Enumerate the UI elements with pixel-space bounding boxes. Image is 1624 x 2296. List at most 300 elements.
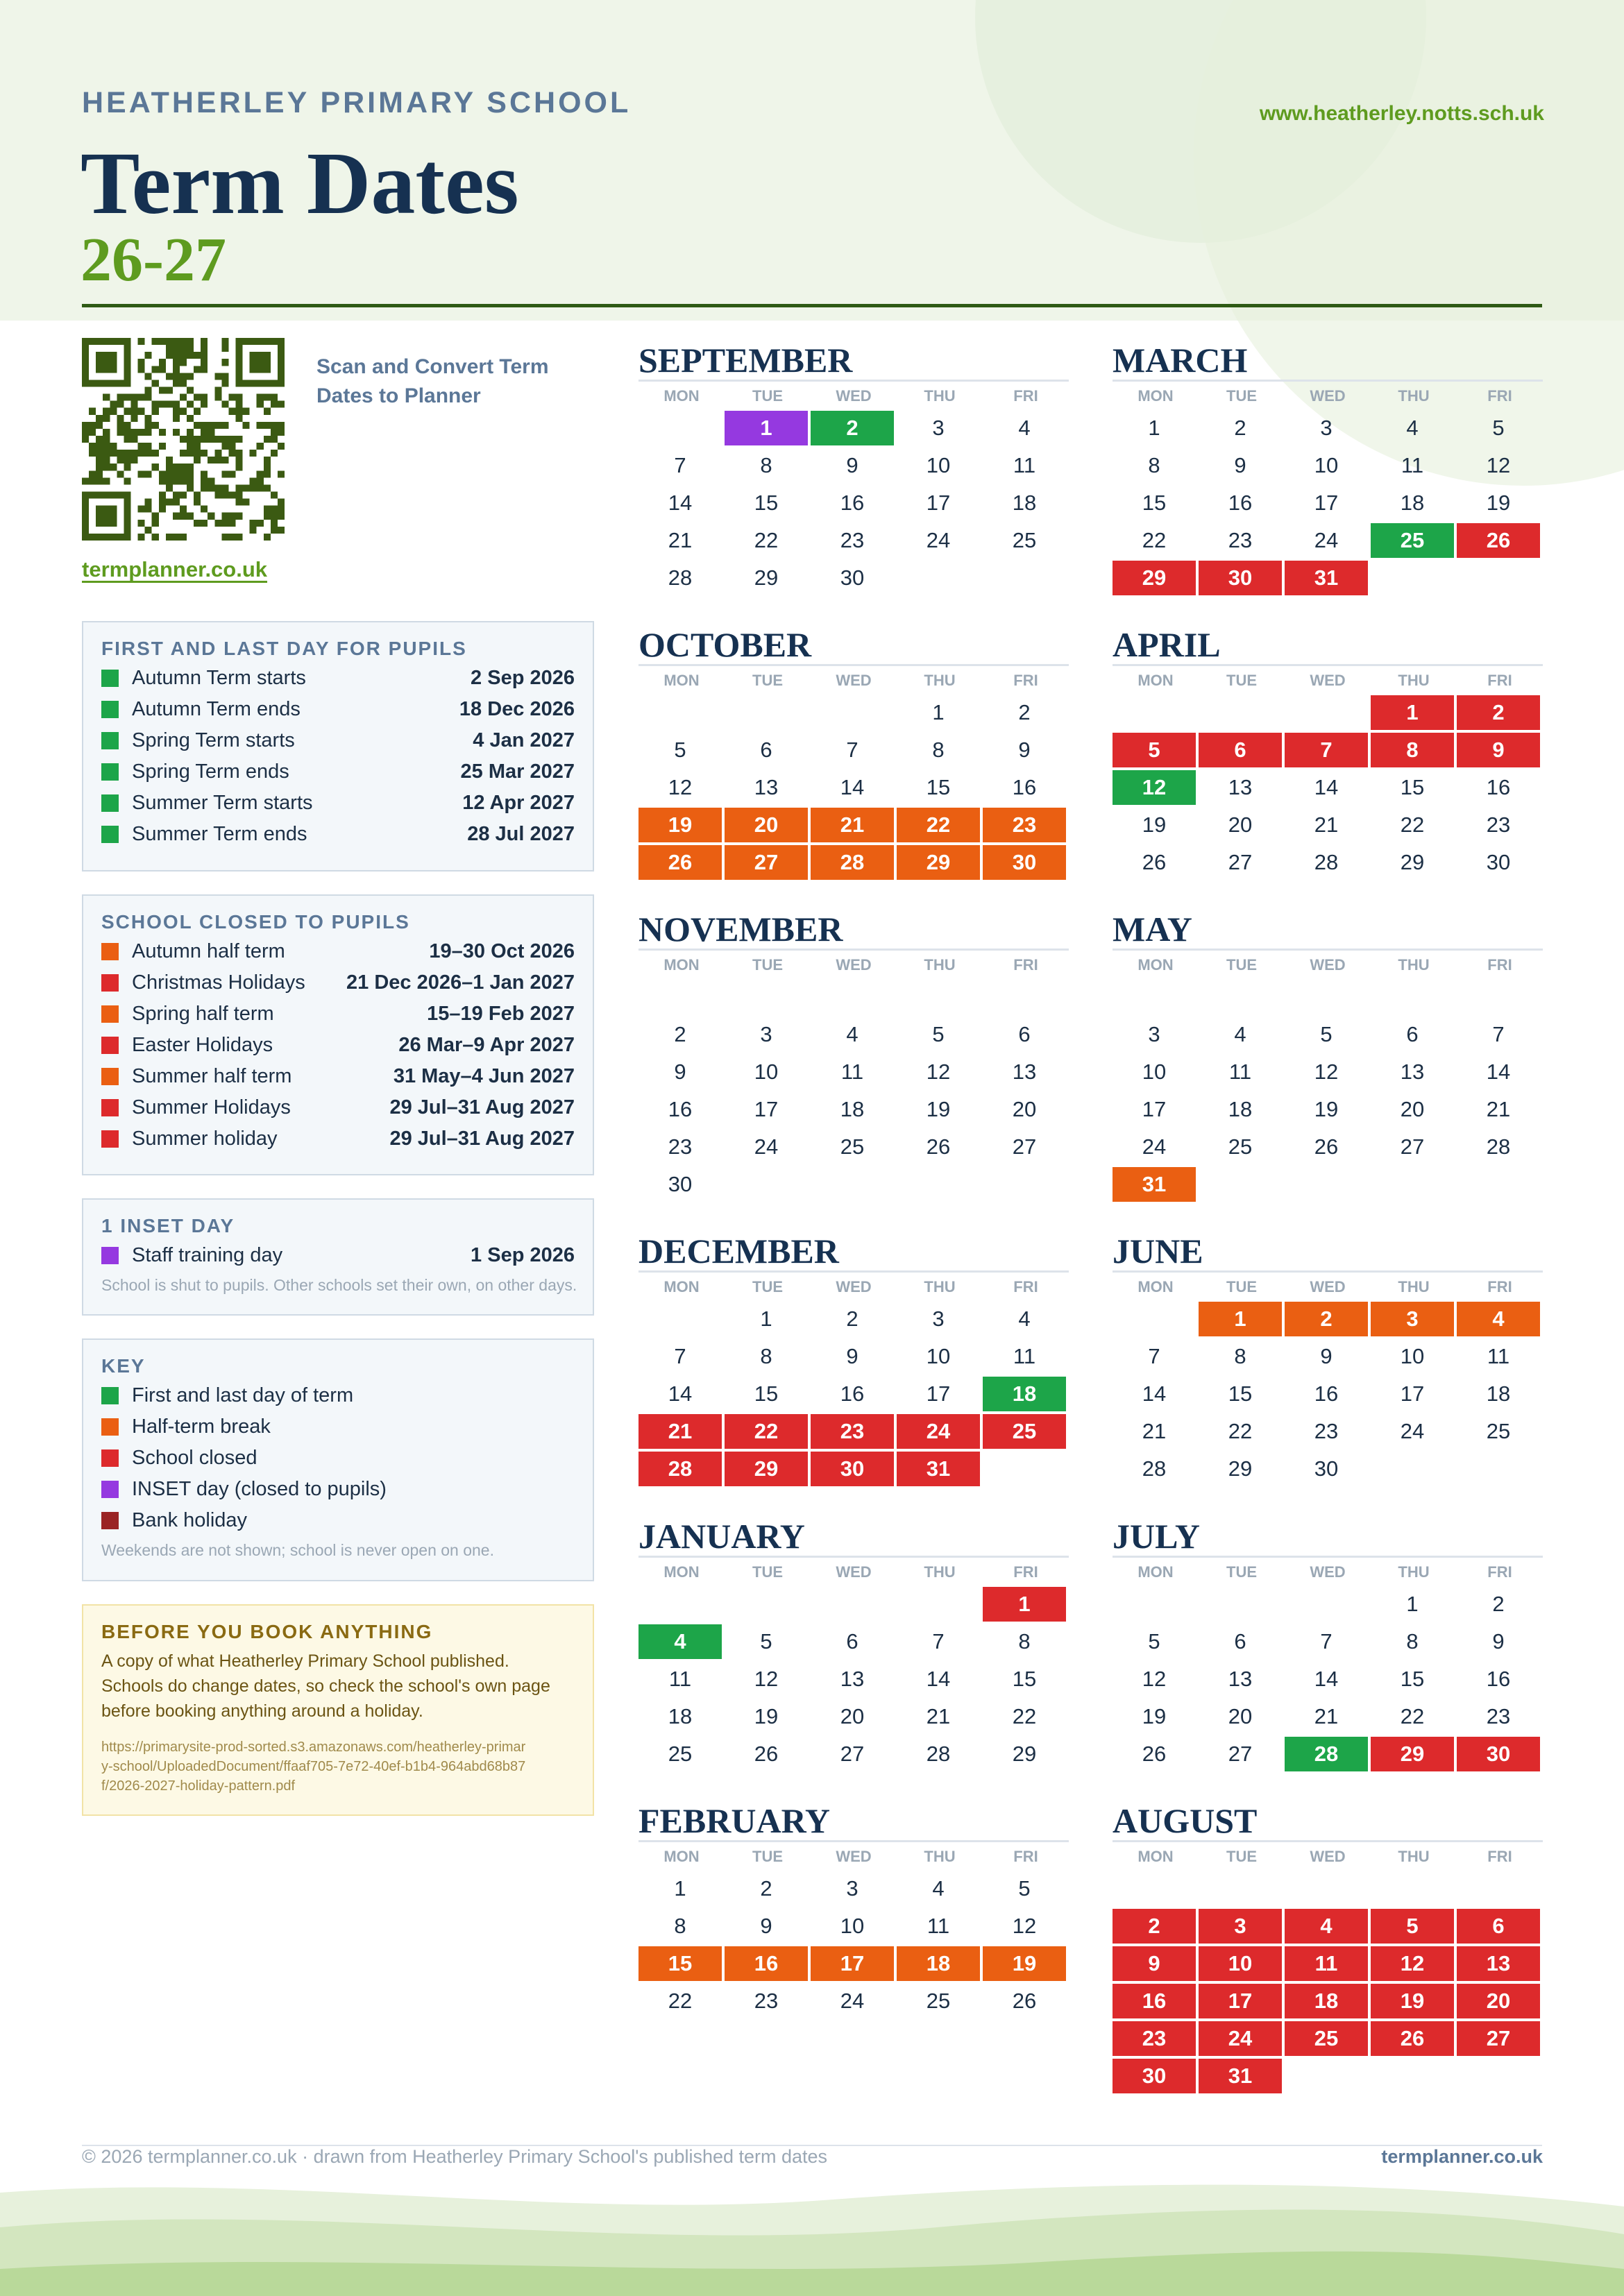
day-cell[interactable]: 28	[668, 566, 693, 590]
day-cell[interactable]: 7	[674, 1344, 686, 1368]
day-cell[interactable]: 12	[1371, 1946, 1454, 1981]
day-cell[interactable]: 3	[1320, 416, 1333, 440]
day-cell[interactable]: 10	[926, 1344, 951, 1368]
day-cell[interactable]: 7	[1492, 1022, 1505, 1046]
day-cell[interactable]: 15	[638, 1946, 722, 1981]
day-cell[interactable]: 13	[1400, 1060, 1425, 1084]
day-cell[interactable]: 14	[1314, 1667, 1339, 1691]
day-cell[interactable]: 7	[1320, 1629, 1333, 1653]
weekday-label: WED	[1310, 1563, 1346, 1581]
day-cell[interactable]: 23	[1113, 2021, 1196, 2056]
day-cell[interactable]: 1	[983, 1587, 1066, 1622]
legend-row	[101, 725, 575, 756]
day-cell[interactable]: 24	[1199, 2021, 1282, 2056]
day-cell[interactable]: 4	[1018, 1307, 1031, 1331]
day-cell[interactable]: 19	[754, 1704, 779, 1728]
day-cell[interactable]: 7	[932, 1629, 945, 1653]
weekday-label: MON	[1137, 1848, 1174, 1865]
day-cell[interactable]: 15	[1012, 1667, 1037, 1691]
day-cell[interactable]: 13	[1457, 1946, 1540, 1981]
day-cell[interactable]: 11	[840, 1060, 864, 1084]
day-cell[interactable]: 14	[668, 491, 693, 515]
day-cell[interactable]: 12	[1142, 1667, 1167, 1691]
day-cell[interactable]: 2	[760, 1876, 772, 1900]
day-cell[interactable]: 12	[1113, 770, 1196, 805]
day-cell[interactable]: 11	[1285, 1946, 1368, 1981]
day-cell[interactable]: 11	[1228, 1060, 1252, 1084]
row-label: Spring half term	[132, 1003, 274, 1025]
day-cell[interactable]: 2	[1492, 1592, 1505, 1616]
day-cell[interactable]: 21	[1314, 813, 1339, 837]
day-cell[interactable]: 1	[1406, 1592, 1419, 1616]
day-cell[interactable]: 23	[754, 1989, 779, 2013]
day-cell[interactable]: 9	[1457, 733, 1540, 767]
day-cell[interactable]: 20	[1228, 1704, 1253, 1728]
color-swatch-icon	[101, 1481, 119, 1498]
day-cell[interactable]: 15	[1400, 775, 1425, 799]
day-cell[interactable]: 31	[897, 1452, 980, 1486]
day-cell[interactable]: 5	[1320, 1022, 1333, 1046]
day-cell[interactable]: 5	[1018, 1876, 1031, 1900]
day-cell[interactable]: 22	[1400, 813, 1425, 837]
day-cell[interactable]: 17	[1314, 491, 1339, 515]
color-swatch-icon	[101, 1387, 119, 1404]
day-grid	[638, 1871, 1069, 2018]
day-cell[interactable]: 12	[1314, 1060, 1339, 1084]
empty-cell	[1285, 980, 1368, 1014]
day-cell[interactable]: 10	[1199, 1946, 1282, 1981]
day-cell[interactable]: 27	[1400, 1134, 1425, 1159]
day-cell[interactable]: 16	[1012, 775, 1037, 799]
day-cell[interactable]: 4	[638, 1624, 722, 1659]
day-cell[interactable]: 14	[840, 775, 865, 799]
day-cell[interactable]: 25	[1012, 528, 1037, 552]
day-cell[interactable]: 26	[1142, 850, 1167, 874]
day-cell[interactable]: 19	[638, 808, 722, 842]
day-cell[interactable]: 3	[760, 1022, 772, 1046]
day-cell[interactable]: 14	[1314, 775, 1339, 799]
day-cell[interactable]: 16	[725, 1946, 808, 1981]
day-cell[interactable]: 3	[1371, 1302, 1454, 1336]
day-cell[interactable]: 16	[1314, 1381, 1339, 1406]
day-cell[interactable]: 19	[1142, 1704, 1167, 1728]
day-cell[interactable]: 24	[926, 528, 951, 552]
day-cell[interactable]: 30	[983, 845, 1066, 880]
header-divider	[82, 304, 1542, 307]
day-cell[interactable]: 8	[1406, 1629, 1419, 1653]
day-cell[interactable]: 27	[840, 1742, 865, 1766]
day-cell[interactable]: 24	[897, 1414, 980, 1449]
row-label: Summer holiday	[132, 1128, 278, 1150]
day-cell[interactable]: 17	[926, 491, 951, 515]
day-cell[interactable]: 2	[1457, 695, 1540, 730]
day-cell[interactable]: 1	[725, 411, 808, 445]
day-cell[interactable]: 30	[811, 1452, 894, 1486]
day-cell[interactable]: 31	[1199, 2059, 1282, 2093]
day-cell[interactable]: 8	[1234, 1344, 1246, 1368]
day-cell[interactable]: 14	[1486, 1060, 1511, 1084]
day-cell[interactable]: 24	[840, 1989, 865, 2013]
day-cell[interactable]: 6	[1199, 733, 1282, 767]
day-cell[interactable]: 29	[1400, 850, 1425, 874]
day-cell[interactable]: 15	[754, 1381, 779, 1406]
day-cell[interactable]: 8	[1371, 733, 1454, 767]
legend-row	[101, 1123, 575, 1155]
day-cell[interactable]: 14	[668, 1381, 693, 1406]
month-july	[1113, 1517, 1543, 1771]
day-cell[interactable]: 14	[1142, 1381, 1167, 1406]
day-cell[interactable]: 21	[668, 528, 693, 552]
day-cell[interactable]: 3	[1199, 1909, 1282, 1944]
day-cell[interactable]: 8	[674, 1914, 686, 1938]
legend-row	[101, 1443, 575, 1474]
day-cell[interactable]: 5	[674, 738, 686, 762]
day-cell[interactable]: 8	[760, 1344, 772, 1368]
day-cell[interactable]: 22	[725, 1414, 808, 1449]
empty-cell	[638, 411, 722, 445]
day-cell[interactable]: 16	[668, 1097, 693, 1121]
day-cell[interactable]: 1	[932, 700, 945, 724]
day-cell[interactable]: 18	[1400, 491, 1425, 515]
day-cell[interactable]: 19	[1142, 813, 1167, 837]
day-cell[interactable]: 22	[1012, 1704, 1037, 1728]
day-cell[interactable]: 2	[1234, 416, 1246, 440]
row-label: First and last day of term	[132, 1384, 354, 1406]
day-cell[interactable]: 16	[1113, 1984, 1196, 2018]
row-date: 19–30 Oct 2026	[429, 940, 575, 962]
day-cell[interactable]: 12	[754, 1667, 779, 1691]
day-cell[interactable]: 7	[1148, 1344, 1160, 1368]
day-cell[interactable]: 9	[674, 1060, 686, 1084]
day-cell[interactable]: 3	[932, 1307, 945, 1331]
day-cell[interactable]: 21	[638, 1414, 722, 1449]
day-cell[interactable]: 4	[1406, 416, 1419, 440]
source-url[interactable]: f/2026-2027-holiday-pattern.pdf	[101, 1778, 296, 1794]
weekday-label: THU	[924, 1848, 956, 1865]
website-link[interactable]: www.heatherley.notts.sch.uk	[1259, 102, 1544, 125]
day-cell[interactable]: 10	[754, 1060, 779, 1084]
day-cell[interactable]: 16	[1228, 491, 1253, 515]
weekday-label: FRI	[1487, 1848, 1512, 1865]
day-cell[interactable]: 25	[1371, 523, 1454, 558]
day-cell[interactable]: 22	[1142, 528, 1167, 552]
weekday-label: TUE	[752, 1848, 783, 1865]
day-cell[interactable]: 26	[926, 1134, 951, 1159]
day-cell[interactable]: 16	[1486, 1667, 1511, 1691]
day-cell[interactable]: 12	[1486, 453, 1511, 477]
day-cell[interactable]: 26	[1314, 1134, 1339, 1159]
day-cell[interactable]: 28	[926, 1742, 951, 1766]
day-cell[interactable]: 20	[1012, 1097, 1037, 1121]
day-cell[interactable]: 11	[927, 1914, 950, 1938]
day-cell[interactable]: 28	[1285, 1737, 1368, 1771]
day-cell[interactable]: 18	[1012, 491, 1037, 515]
weekday-label: WED	[1310, 672, 1346, 689]
day-cell[interactable]: 18	[897, 1946, 980, 1981]
day-cell[interactable]: 16	[840, 491, 865, 515]
day-cell[interactable]: 13	[840, 1667, 865, 1691]
day-cell[interactable]: 22	[754, 528, 779, 552]
day-cell[interactable]: 9	[1234, 453, 1246, 477]
day-cell[interactable]: 10	[840, 1914, 865, 1938]
day-cell[interactable]: 1	[1148, 416, 1160, 440]
day-cell[interactable]: 20	[1228, 813, 1253, 837]
empty-cell	[725, 1587, 808, 1622]
day-cell[interactable]: 10	[1400, 1344, 1425, 1368]
day-cell[interactable]: 5	[1492, 416, 1505, 440]
day-cell[interactable]: 9	[846, 1344, 858, 1368]
day-cell[interactable]: 26	[754, 1742, 779, 1766]
day-cell[interactable]: 28	[1314, 850, 1339, 874]
day-cell[interactable]: 24	[754, 1134, 779, 1159]
day-cell[interactable]: 14	[926, 1667, 951, 1691]
day-cell[interactable]: 29	[1113, 561, 1196, 595]
day-cell[interactable]: 6	[1018, 1022, 1031, 1046]
day-cell[interactable]: 19	[1486, 491, 1511, 515]
day-cell[interactable]: 15	[1400, 1667, 1425, 1691]
day-cell[interactable]: 9	[1320, 1344, 1333, 1368]
day-cell[interactable]: 2	[1285, 1302, 1368, 1336]
day-cell[interactable]: 1	[1199, 1302, 1282, 1336]
day-cell[interactable]: 21	[1142, 1419, 1167, 1443]
day-cell[interactable]: 8	[760, 453, 772, 477]
day-cell[interactable]: 30	[1486, 850, 1511, 874]
day-cell[interactable]: 21	[1486, 1097, 1511, 1121]
day-cell[interactable]: 8	[932, 738, 945, 762]
day-cell[interactable]: 19	[1314, 1097, 1339, 1121]
day-cell[interactable]: 30	[1113, 2059, 1196, 2093]
day-cell[interactable]: 13	[754, 775, 779, 799]
day-cell[interactable]: 17	[1400, 1381, 1425, 1406]
source-url[interactable]: https://primarysite-prod-sorted.s3.amazonaws.com/heatherley-primar	[101, 1740, 526, 1755]
day-cell[interactable]: 11	[1013, 1344, 1036, 1368]
day-cell[interactable]: 20	[1400, 1097, 1425, 1121]
day-cell[interactable]: 26	[1371, 2021, 1454, 2056]
day-cell[interactable]: 15	[1228, 1381, 1253, 1406]
day-cell[interactable]: 3	[1148, 1022, 1160, 1046]
day-cell[interactable]: 6	[1406, 1022, 1419, 1046]
day-cell[interactable]: 1	[674, 1876, 686, 1900]
day-cell[interactable]: 2	[1018, 700, 1031, 724]
day-cell[interactable]: 27	[725, 845, 808, 880]
day-cell[interactable]: 1	[760, 1307, 772, 1331]
day-cell[interactable]: 13	[1228, 775, 1253, 799]
day-cell[interactable]: 9	[846, 453, 858, 477]
source-url[interactable]: y-school/UploadedDocument/ffaaf705-7e72-40ef-b1b4-964abd68b87	[101, 1759, 526, 1774]
qr-code-icon[interactable]	[82, 338, 285, 541]
day-cell[interactable]: 30	[668, 1172, 693, 1196]
day-cell[interactable]: 29	[725, 1452, 808, 1486]
day-cell[interactable]: 23	[668, 1134, 693, 1159]
day-cell[interactable]: 25	[1486, 1419, 1511, 1443]
color-swatch-icon	[101, 1068, 119, 1085]
day-cell[interactable]: 27	[1228, 1742, 1253, 1766]
day-cell[interactable]: 25	[1285, 2021, 1368, 2056]
day-cell[interactable]: 2	[674, 1022, 686, 1046]
day-cell[interactable]: 23	[1228, 528, 1253, 552]
day-cell[interactable]: 27	[1457, 2021, 1540, 2056]
day-cell[interactable]: 5	[932, 1022, 945, 1046]
day-cell[interactable]: 3	[846, 1876, 858, 1900]
day-grid	[1113, 980, 1543, 1202]
day-cell[interactable]: 15	[1142, 491, 1167, 515]
day-cell[interactable]: 18	[668, 1704, 693, 1728]
day-cell[interactable]: 30	[840, 566, 865, 590]
day-cell[interactable]: 7	[846, 738, 858, 762]
day-cell[interactable]: 9	[1018, 738, 1031, 762]
day-cell[interactable]: 5	[760, 1629, 772, 1653]
day-cell[interactable]: 12	[926, 1060, 951, 1084]
day-cell[interactable]: 19	[1371, 1984, 1454, 2018]
day-cell[interactable]: 7	[1285, 733, 1368, 767]
day-cell[interactable]: 9	[760, 1914, 772, 1938]
day-cell[interactable]: 8	[1018, 1629, 1031, 1653]
day-cell[interactable]: 4	[1018, 416, 1031, 440]
day-cell[interactable]: 11	[668, 1667, 692, 1691]
day-cell[interactable]: 18	[1228, 1097, 1253, 1121]
day-cell[interactable]: 20	[725, 808, 808, 842]
day-cell[interactable]: 3	[932, 416, 945, 440]
day-cell[interactable]: 2	[811, 411, 894, 445]
day-cell[interactable]: 23	[1486, 1704, 1511, 1728]
day-cell[interactable]: 21	[1314, 1704, 1339, 1728]
day-cell[interactable]: 25	[840, 1134, 865, 1159]
day-cell[interactable]: 26	[1012, 1989, 1037, 2013]
day-cell[interactable]: 22	[668, 1989, 693, 2013]
day-cell[interactable]: 10	[926, 453, 951, 477]
legend-row	[101, 1380, 575, 1411]
day-cell[interactable]: 26	[1457, 523, 1540, 558]
day-cell[interactable]: 4	[932, 1876, 945, 1900]
day-cell[interactable]: 18	[983, 1377, 1066, 1411]
day-cell[interactable]: 24	[1142, 1134, 1167, 1159]
day-cell[interactable]: 29	[754, 566, 779, 590]
day-cell[interactable]: 27	[1228, 850, 1253, 874]
day-cell[interactable]: 23	[840, 528, 865, 552]
day-cell[interactable]: 28	[1486, 1134, 1511, 1159]
day-cell[interactable]: 4	[1285, 1909, 1368, 1944]
footer-site-link[interactable]: termplanner.co.uk	[1381, 2146, 1543, 2167]
day-cell[interactable]: 22	[1400, 1704, 1425, 1728]
day-cell[interactable]: 10	[1314, 453, 1339, 477]
day-cell[interactable]: 18	[840, 1097, 865, 1121]
day-cell[interactable]: 9	[1492, 1629, 1505, 1653]
day-cell[interactable]: 6	[760, 738, 772, 762]
empty-cell	[1113, 980, 1196, 1014]
day-cell[interactable]: 9	[1113, 1946, 1196, 1981]
termplanner-link[interactable]: termplanner.co.uk	[82, 557, 268, 581]
day-cell[interactable]: 28	[638, 1452, 722, 1486]
day-cell[interactable]: 23	[983, 808, 1066, 842]
day-cell[interactable]: 2	[1113, 1909, 1196, 1944]
day-cell[interactable]: 29	[897, 845, 980, 880]
day-cell[interactable]: 20	[840, 1704, 865, 1728]
day-cell[interactable]: 17	[1142, 1097, 1167, 1121]
day-cell[interactable]: 10	[1142, 1060, 1167, 1084]
day-cell[interactable]: 28	[1142, 1456, 1167, 1481]
day-cell[interactable]: 11	[1401, 453, 1424, 477]
day-cell[interactable]: 17	[926, 1381, 951, 1406]
day-cell[interactable]: 2	[846, 1307, 858, 1331]
day-cell[interactable]: 25	[926, 1989, 951, 2013]
day-cell[interactable]: 25	[983, 1414, 1066, 1449]
day-cell[interactable]: 29	[1371, 1737, 1454, 1771]
day-cell[interactable]: 13	[1012, 1060, 1037, 1084]
day-cell[interactable]: 7	[674, 453, 686, 477]
day-cell[interactable]: 18	[1486, 1381, 1511, 1406]
day-cell[interactable]: 5	[1148, 1629, 1160, 1653]
day-cell[interactable]: 30	[1199, 561, 1282, 595]
day-cell[interactable]: 17	[1199, 1984, 1282, 2018]
day-cell[interactable]: 6	[1457, 1909, 1540, 1944]
day-cell[interactable]: 23	[811, 1414, 894, 1449]
day-cell[interactable]: 16	[1486, 775, 1511, 799]
day-cell[interactable]: 4	[846, 1022, 858, 1046]
day-cell[interactable]: 1	[1371, 695, 1454, 730]
day-cell[interactable]: 28	[811, 845, 894, 880]
day-cell[interactable]: 12	[1012, 1914, 1037, 1938]
weekday-label: THU	[1398, 1848, 1430, 1865]
day-cell[interactable]: 25	[668, 1742, 693, 1766]
day-cell[interactable]: 30	[1314, 1456, 1339, 1481]
day-cell[interactable]: 20	[1457, 1984, 1540, 2018]
month-name: MARCH	[1113, 341, 1248, 380]
day-cell[interactable]: 27	[1012, 1134, 1037, 1159]
day-cell[interactable]: 31	[1285, 561, 1368, 595]
day-cell[interactable]: 24	[1400, 1419, 1425, 1443]
day-cell[interactable]: 23	[1314, 1419, 1339, 1443]
day-cell[interactable]: 26	[638, 845, 722, 880]
day-cell[interactable]: 8	[1148, 453, 1160, 477]
empty-cell	[1457, 980, 1540, 1014]
color-swatch-icon	[101, 794, 119, 812]
day-cell[interactable]: 24	[1314, 528, 1339, 552]
weekday-label: MON	[1137, 387, 1174, 405]
day-cell[interactable]: 18	[1285, 1984, 1368, 2018]
inset-note: School is shut to pupils. Other schools set their own, on other days.	[101, 1276, 577, 1294]
day-cell[interactable]: 6	[846, 1629, 858, 1653]
day-cell[interactable]: 5	[1371, 1909, 1454, 1944]
day-cell[interactable]: 21	[811, 808, 894, 842]
day-cell[interactable]: 22	[897, 808, 980, 842]
day-cell[interactable]: 15	[926, 775, 951, 799]
day-cell[interactable]: 12	[668, 775, 693, 799]
day-cell[interactable]: 23	[1486, 813, 1511, 837]
day-cell[interactable]: 29	[1228, 1456, 1253, 1481]
day-cell[interactable]: 11	[1013, 453, 1036, 477]
day-cell[interactable]: 16	[840, 1381, 865, 1406]
day-cell[interactable]: 22	[1228, 1419, 1253, 1443]
weekday-label: THU	[924, 1563, 956, 1581]
day-cell[interactable]: 31	[1113, 1167, 1196, 1202]
day-cell[interactable]: 29	[1012, 1742, 1037, 1766]
day-cell[interactable]: 17	[811, 1946, 894, 1981]
day-cell[interactable]: 13	[1228, 1667, 1253, 1691]
day-cell[interactable]: 21	[926, 1704, 951, 1728]
day-cell[interactable]: 11	[1487, 1344, 1510, 1368]
day-cell[interactable]: 30	[1457, 1737, 1540, 1771]
day-cell[interactable]: 15	[754, 491, 779, 515]
day-cell[interactable]: 25	[1228, 1134, 1253, 1159]
day-cell[interactable]: 5	[1113, 733, 1196, 767]
day-cell[interactable]: 17	[754, 1097, 779, 1121]
day-cell[interactable]: 19	[983, 1946, 1066, 1981]
day-cell[interactable]: 26	[1142, 1742, 1167, 1766]
day-cell[interactable]: 4	[1234, 1022, 1246, 1046]
day-cell[interactable]: 4	[1457, 1302, 1540, 1336]
day-cell[interactable]: 6	[1234, 1629, 1246, 1653]
day-cell[interactable]: 19	[926, 1097, 951, 1121]
